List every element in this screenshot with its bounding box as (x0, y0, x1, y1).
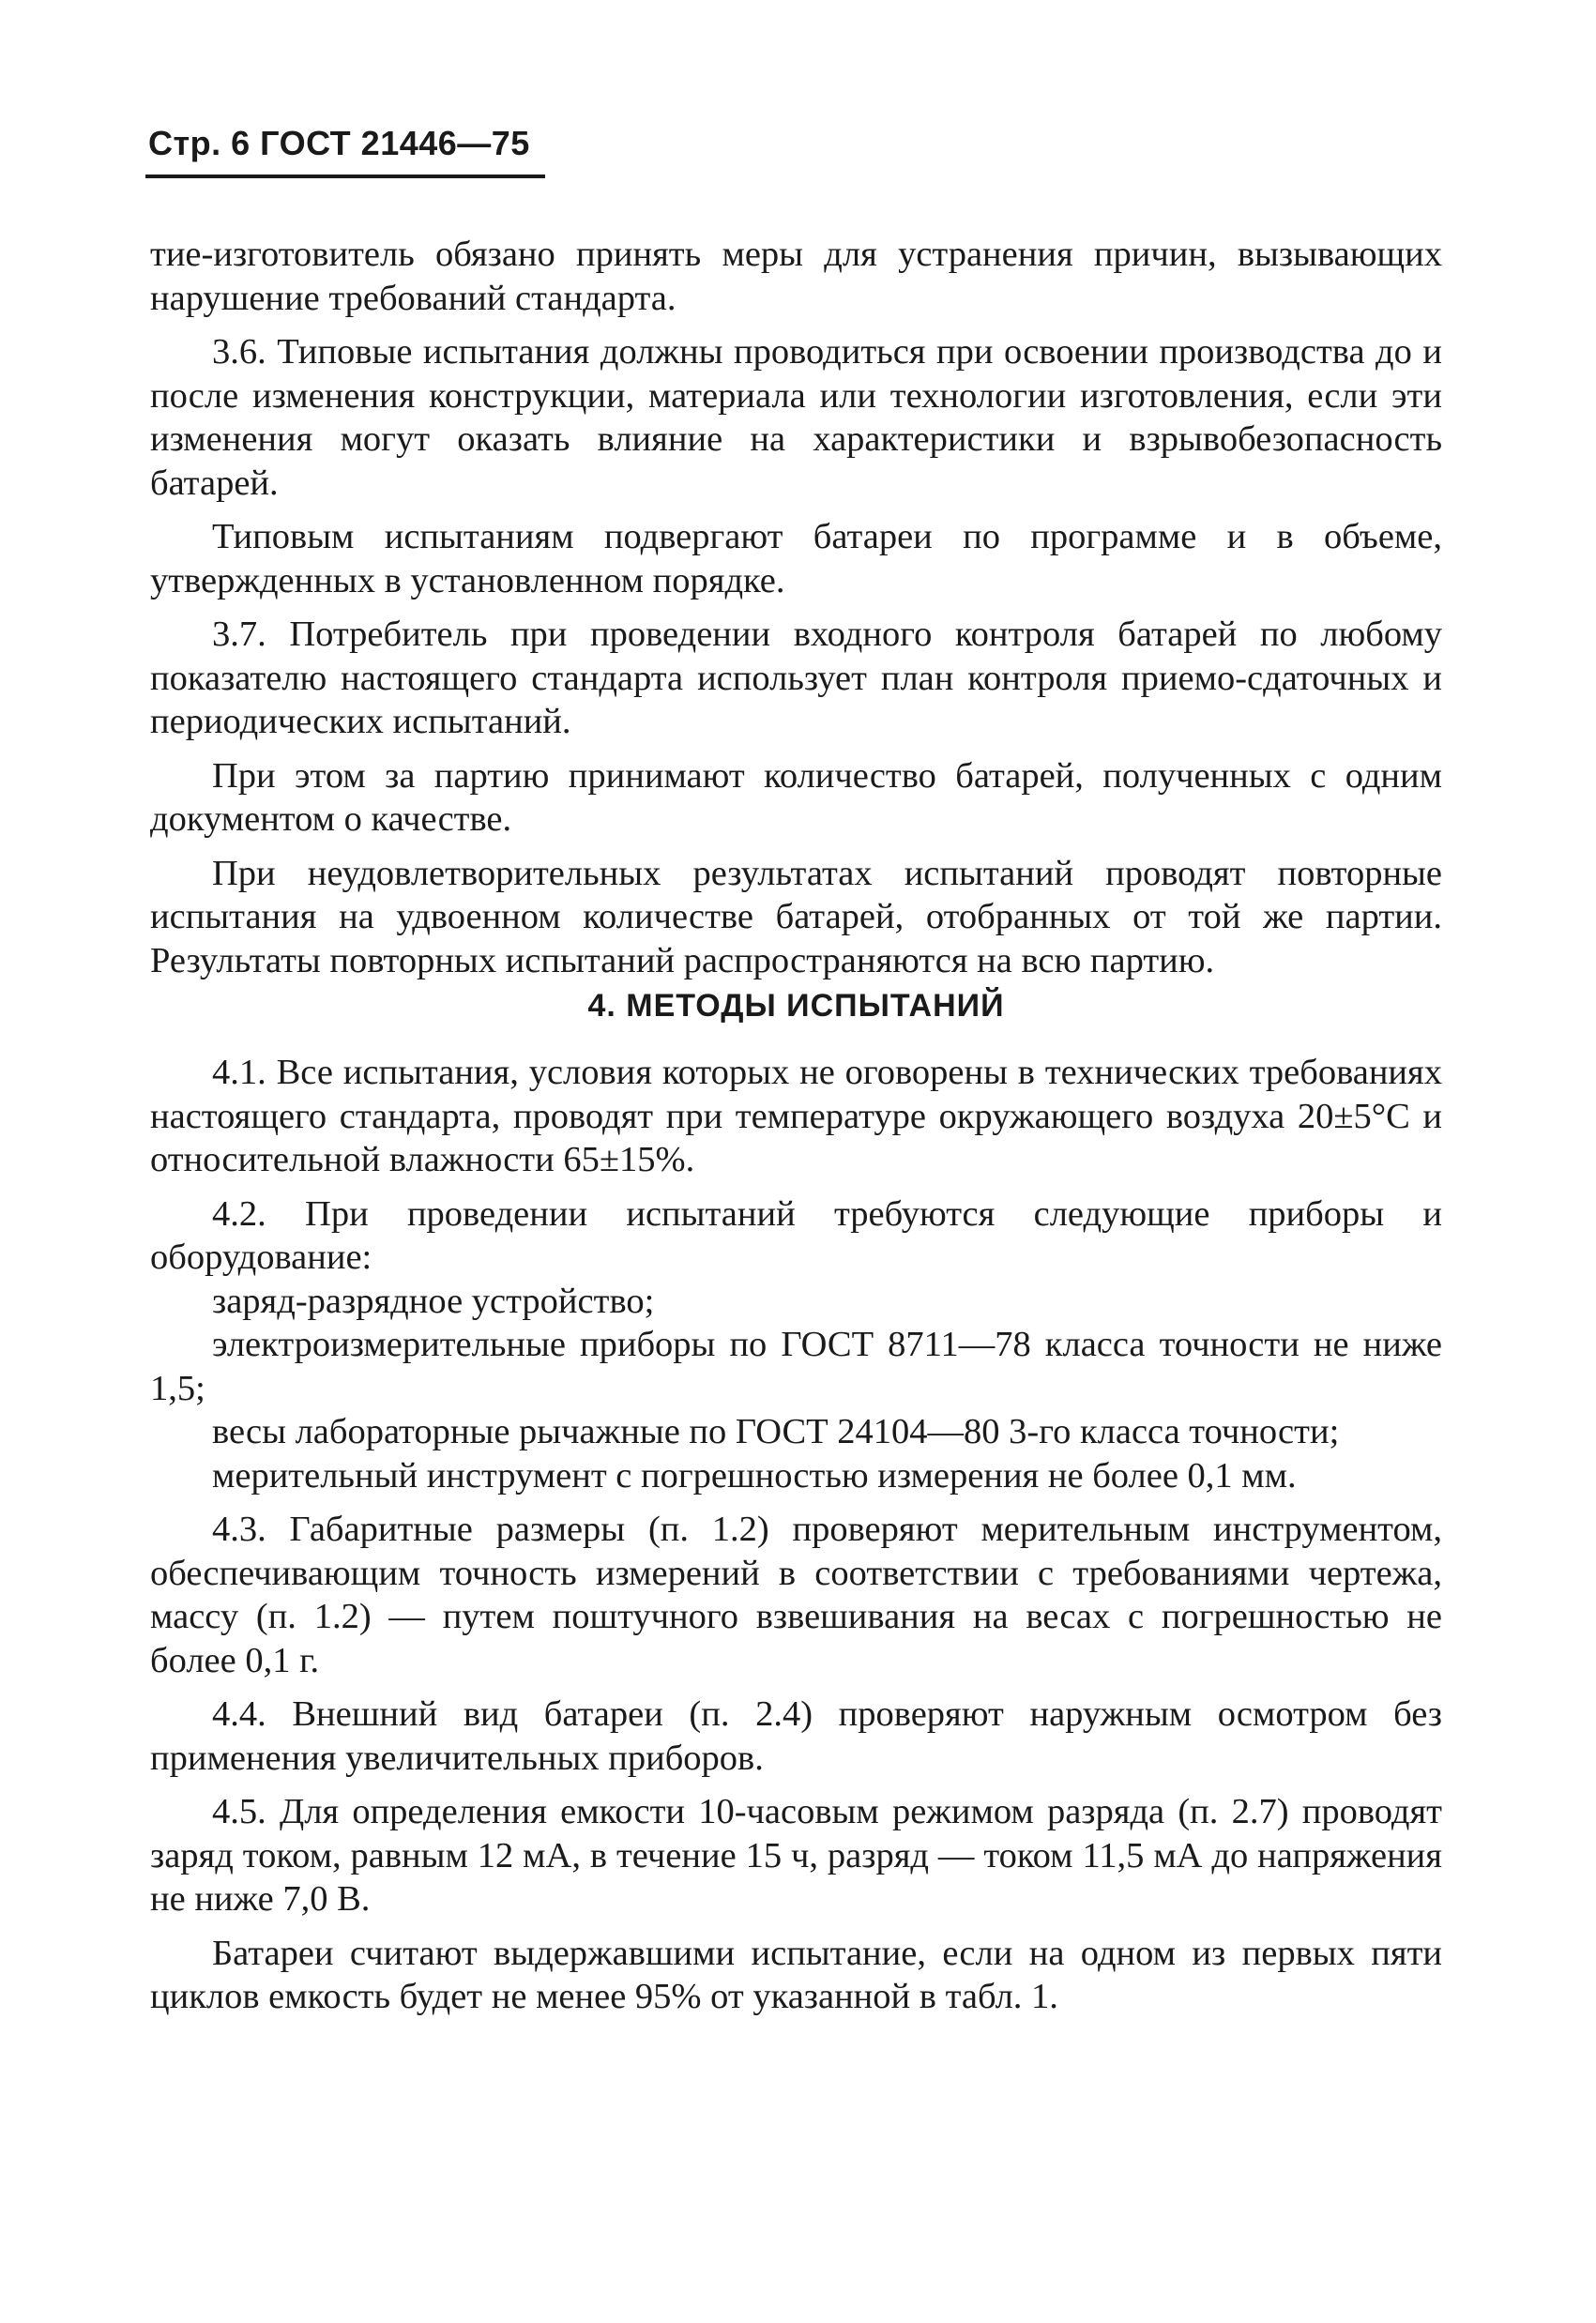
section-4-title: 4. МЕТОДЫ ИСПЫТАНИЙ (587, 988, 1005, 1024)
paragraph-acceptance: Батареи считают выдержавшими испытание, если на одном из первых пяти циклов емкость будет не менее 95% от указанной в табл. 1. (150, 1933, 1442, 2016)
list-item-meters: электроизмерительные приборы по ГОСТ 8711—78 класса точности не ниже 1,5; (150, 1325, 1442, 1408)
paragraph-3-6: 3.6. Типовые испытания должны проводиться при освоении производства до и после изменения конструкции, материала или технологии изготовления, если эти изменения могут оказать влияние на характеристики и взрывобезопасность батарей. (150, 332, 1442, 503)
list-item-measuring-tool: мерительный инструмент с погрешностью измерения не более 0,1 мм. (212, 1455, 1297, 1496)
paragraph-4-3: 4.3. Габаритные размеры (п. 1.2) проверяют мерительным инструментом, обеспечивающим точность измерений в соответствии с требованиями чертежа, массу (п. 1.2) — путем поштучного взвешивания на весах с погрешностью не более 0,1 г. (150, 1510, 1442, 1680)
text-block-section-4 (150, 1051, 1442, 2019)
list-item-charger: заряд-разрядное устройство; (212, 1281, 655, 1321)
page-header: Стр. 6 ГОСТ 21446—75 (148, 124, 530, 162)
paragraph-retests: При неудовлетворительных результатах испытаний проводят повторные испытания на удвоенном количестве батарей, отобранных от той же партии. Результаты повторных испытаний распространяются на всю партию. (150, 853, 1442, 980)
list-item-scales: весы лабораторные рычажные по ГОСТ 24104—80 3-го класса точности; (212, 1412, 1340, 1451)
text-block-section-3 (150, 233, 1442, 982)
paragraph-batch: При этом за партию принимают количество батарей, полученных с одним документом о качестве. (150, 755, 1442, 839)
paragraph-type-tests: Типовым испытаниям подвергают батареи по программе и в объеме, утвержденных в установленном порядке. (150, 517, 1442, 600)
paragraph-continuation: тие-изготовитель обязано принять меры для устранения причин, вызывающих нарушение требований стандарта. (150, 235, 1442, 318)
paragraph-4-4: 4.4. Внешний вид батареи (п. 2.4) проверяют наружным осмотром без применения увеличительных приборов. (150, 1694, 1442, 1778)
paragraph-3-7: 3.7. Потребитель при проведении входного контроля батарей по любому показателю настоящего стандарта использует план контроля приемо-сдаточных и периодических испытаний. (150, 615, 1442, 741)
paragraph-4-2: 4.2. При проведении испытаний требуются следующие приборы и оборудование: (150, 1193, 1442, 1277)
paragraph-4-1: 4.1. Все испытания, условия которых не оговорены в технических требованиях настоящего стандарта, проводят при температуре окружающего воздуха 20±5°С и относительной влажности 65±15%. (150, 1053, 1442, 1179)
paragraph-4-5: 4.5. Для определения емкости 10-часовым режимом разряда (п. 2.7) проводят заряд током, равным 12 мА, в течение 15 ч, разряд — током 11,5 мА до напряжения не ниже 7,0 В. (150, 1792, 1442, 1919)
header-rule (145, 175, 545, 178)
